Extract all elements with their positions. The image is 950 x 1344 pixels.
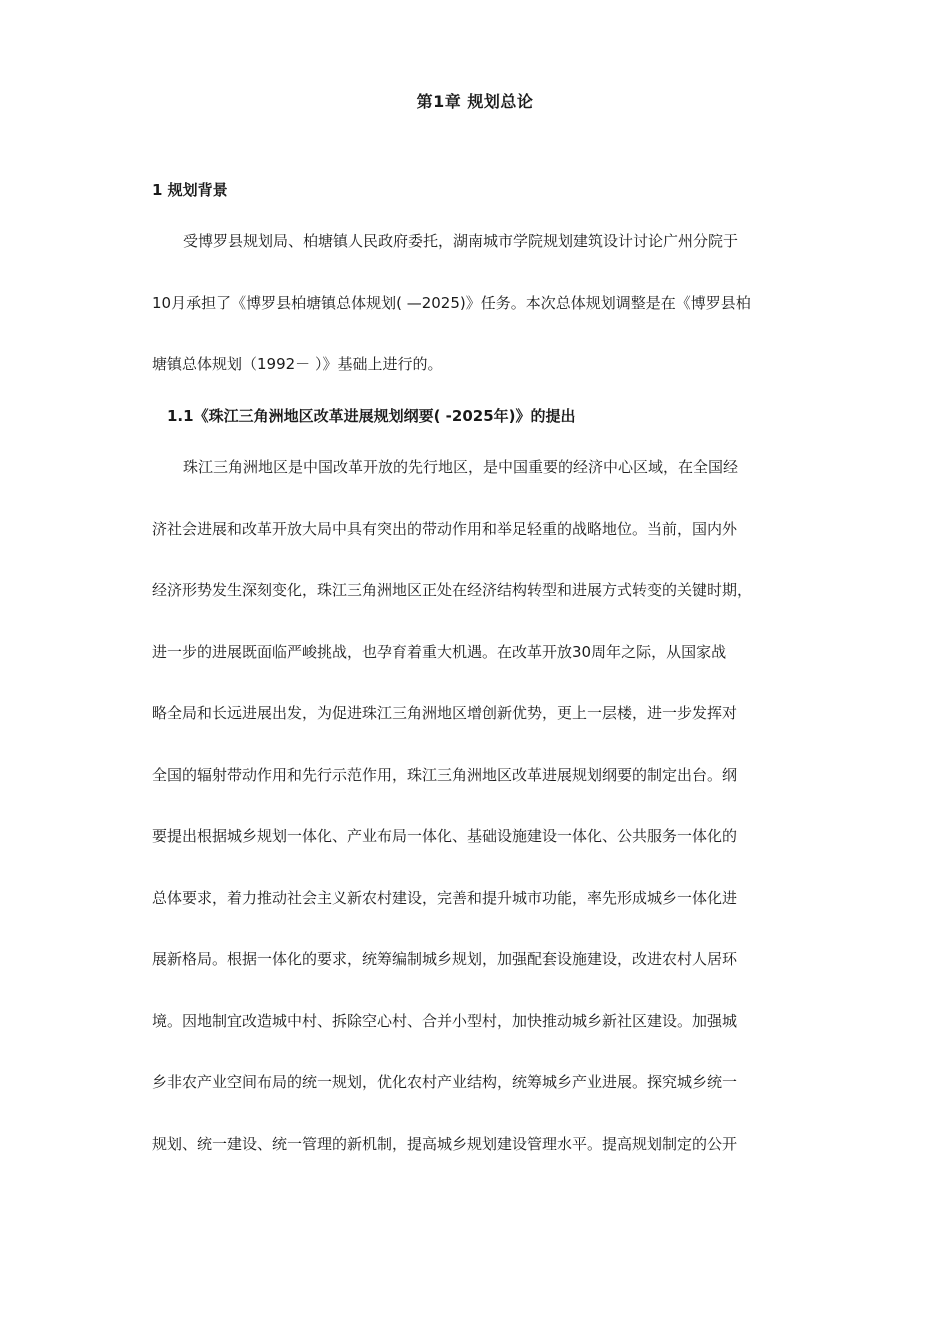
paragraph-line: 要提出根据城乡规划一体化、产业布局一体化、基础设施建设一体化、公共服务一体化的 [152,827,738,845]
section-heading: 1 规划背景 [152,181,228,199]
paragraph-line: 全国的辐射带动作用和先行示范作用，珠江三角洲地区改革进展规划纲要的制定出台。纲 [152,765,738,784]
paragraph-line: 略全局和长远进展出发，为促进珠江三角洲地区增创新优势，更上一层楼，进一步发挥对 [152,704,738,722]
section-paragraph [152,230,802,415]
paragraph-line: 进一步的进展既面临严峻挑战，也孕育着重大机遇。在改革开放30周年之际，从国家战 [152,642,727,661]
chapter-title: 第1章 规划总论 [416,92,534,111]
paragraph-line: 珠江三角洲地区是中国改革开放的先行地区，是中国重要的经济中心区域，在全国经 [183,458,739,476]
paragraph-line: 受博罗县规划局、柏塘镇人民政府委托，湖南城市学院规划建筑设计讨论广州分院于 [183,232,739,250]
paragraph-line: 10月承担了《博罗县柏塘镇总体规划( —2025)》任务。本次总体规划调整是在《博罗县柏 [152,293,751,312]
paragraph-line: 总体要求，着力推动社会主义新农村建设，完善和提升城市功能，率先形成城乡一体化进 [152,888,738,907]
paragraph-line: 展新格局。根据一体化的要求，统筹编制城乡规划，加强配套设施建设，改进农村人居环 [152,950,738,968]
subsection-paragraph [152,456,802,1194]
paragraph-line: 塘镇总体规划（1992－ ）》基础上进行的。 [152,355,443,373]
paragraph-line: 经济形势发生深刻变化，珠江三角洲地区正处在经济结构转型和进展方式转变的关键时期， [152,581,753,599]
paragraph-line: 境。因地制宜改造城中村、拆除空心村、合并小型村，加快推动城乡新社区建设。加强城 [152,1011,738,1030]
subsection-heading: 1.1《珠江三角洲地区改革进展规划纲要( -2025年)》的提出 [167,407,576,425]
paragraph-line: 规划、统一建设、统一管理的新机制，提高城乡规划建设管理水平。提高规划制定的公开 [152,1134,738,1153]
paragraph-line: 济社会进展和改革开放大局中具有突出的带动作用和举足轻重的战略地位。当前，国内外 [152,519,738,538]
paragraph-line: 乡非农产业空间布局的统一规划，优化农村产业结构，统筹城乡产业进展。探究城乡统一 [152,1073,738,1091]
